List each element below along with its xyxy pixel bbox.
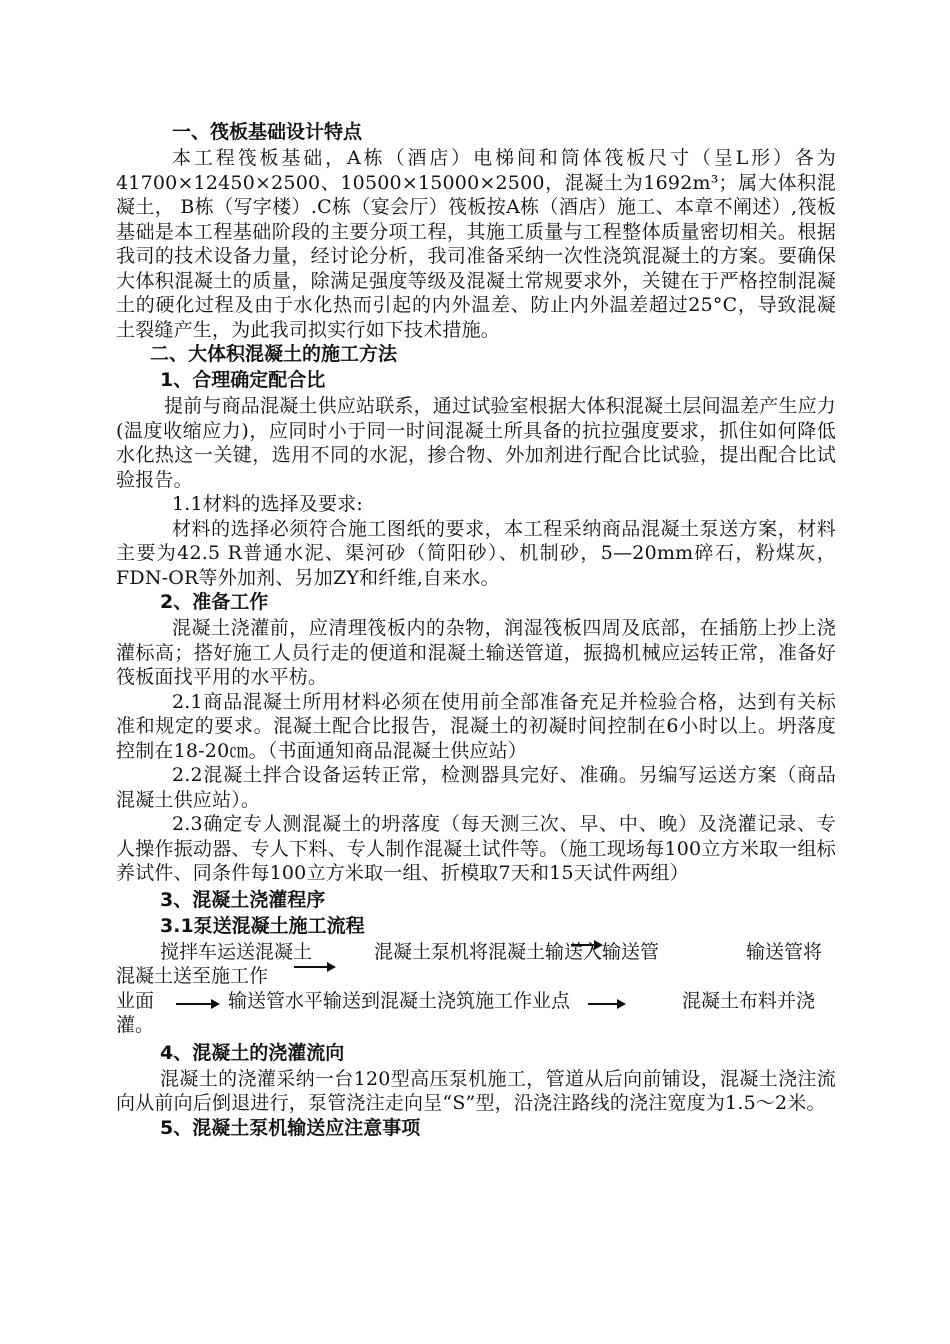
flow-step-pipe: 输送管将 [746, 940, 823, 963]
arrow-right-icon [176, 1003, 218, 1005]
arrow-right-icon [571, 944, 601, 946]
subsection-2-1-paragraph: 2.1商品混凝土所用材料必须在使用前全部准备充足并检验合格，达到有关标准和规定的要求。混凝土配合比报告，混凝土的初凝时间控制在6小时以上。坍落度控制在18-20㎝。（书面通知商品混凝土供应站） [116, 690, 836, 762]
subsection-2-2-paragraph: 2.2混凝土拌合设备运转正常，检测器具完好、准确。另编写运送方案（商品混凝土供应站）。 [116, 764, 836, 811]
flow-step-pour: 灌。 [116, 1014, 155, 1036]
subsection-1-1-paragraph: 材料的选择必须符合施工图纸的要求，本工程采纳商品混凝土泵送方案，材料主要为42.5 R普通水泥、渠河砂（简阳砂）、机制砂，5—20mm碎石，粉煤灰，FDN-OR等外加剂、另加ZY和纤维,自来水。 [116, 517, 836, 589]
pump-flow-diagram [116, 940, 836, 1038]
subsection-2-heading: 2、准备工作 [160, 591, 269, 613]
flow-step-horizontal: 输送管水平输送到混凝土浇筑施工作业点 [228, 989, 571, 1012]
flow-step-truck: 搅拌车运送混凝土 [160, 940, 313, 963]
section-2-heading: 二、大体积混凝土的施工方法 [150, 343, 398, 365]
section-1-paragraph: 本工程筏板基础，A栋（酒店）电梯间和筒体筏板尺寸（呈L形）各为41700×12450×2500、10500×15000×2500，混凝土为1692m³；属大体积混凝土， B栋（写字楼）.C栋（宴会厅）筏板按A栋（酒店）施工、本章不阐述）,筏板基础是本工程基础阶段的主要分项工程，其施工质量与工程整体质量密切相关。根据我司的技术设备力量，经讨论分析，我司准备采纳一次性浇筑混凝土的方案。要确保大体积混凝土的质量，除满足强度等级及混凝土常规要求外，关键在于严格控制混凝土的硬化过程及由于水化热而引起的内外温差、防止内外温差超过25°C，导致混凝土裂缝产生，为此我司拟实行如下技术措施。 [116, 147, 836, 341]
subsection-4-heading: 4、混凝土的浇灌流向 [160, 1041, 345, 1064]
flow-row-2 [116, 964, 836, 989]
flow-step-pump: 混凝土泵机将混凝土输送入输送管 [374, 940, 660, 963]
flow-row-3 [116, 989, 836, 1014]
arrow-right-icon [588, 1003, 624, 1005]
subsection-1-heading: 1、合理确定配合比 [160, 369, 326, 391]
flow-row-1 [116, 940, 836, 965]
subsection-3-heading: 3、混凝土浇灌程序 [160, 888, 326, 911]
subsection-1-paragraph: 提前与商品混凝土供应站联系，通过试验室根据大体积混凝土层间温差产生应力(温度收缩应力)，应同时小于同一时间混凝土所具备的抗拉强度要求，抓住如何降低水化热这一关键，选用不同的水泥，掺合物、外加剂进行配合比试验，提出配合比试验报告。 [116, 395, 837, 491]
flow-step-distribute: 混凝土布料并浇 [682, 989, 816, 1012]
document-content [116, 120, 836, 1142]
subsection-3-1-heading: 3.1泵送混凝土施工流程 [160, 914, 365, 937]
subsection-2-paragraph: 混凝土浇灌前，应清理筏板内的杂物，润湿筏板四周及底部，在插筋上抄上浇灌标高；搭好施工人员行走的便道和混凝土输送管道，振捣机械应运转正常，准备好筏板面找平用的水平枋。 [116, 617, 836, 688]
flow-step-workface: 业面 [116, 989, 155, 1012]
subsection-2-3-paragraph: 2.3确定专人测混凝土的坍落度（每天测三次、早、中、晚）及浇灌记录、专人操作振动器、专人下料、专人制作混凝土试件等。（施工现场每100立方米取一组标养试件、同条件每100立方米取一组、折模取7天和15天试件两组） [116, 813, 836, 884]
flow-step-deliver: 混凝土送至施工作 [116, 965, 269, 987]
subsection-5-heading: 5、混凝土泵机输送应注意事项 [160, 1116, 421, 1139]
arrow-right-icon [294, 966, 334, 968]
flow-row-4 [116, 1013, 836, 1038]
subsection-4-paragraph: 混凝土的浇灌采纳一台120型高压泵机施工，管道从后向前铺设，混凝土浇注流向从前向后倒退进行，泵管浇注走向呈“S”型，沿浇注路线的浇注宽度为1.5～2米。 [116, 1067, 836, 1114]
section-1-heading: 一、筏板基础设计特点 [172, 121, 363, 143]
subsection-1-1-heading: 1.1材料的选择及要求: [172, 493, 364, 515]
